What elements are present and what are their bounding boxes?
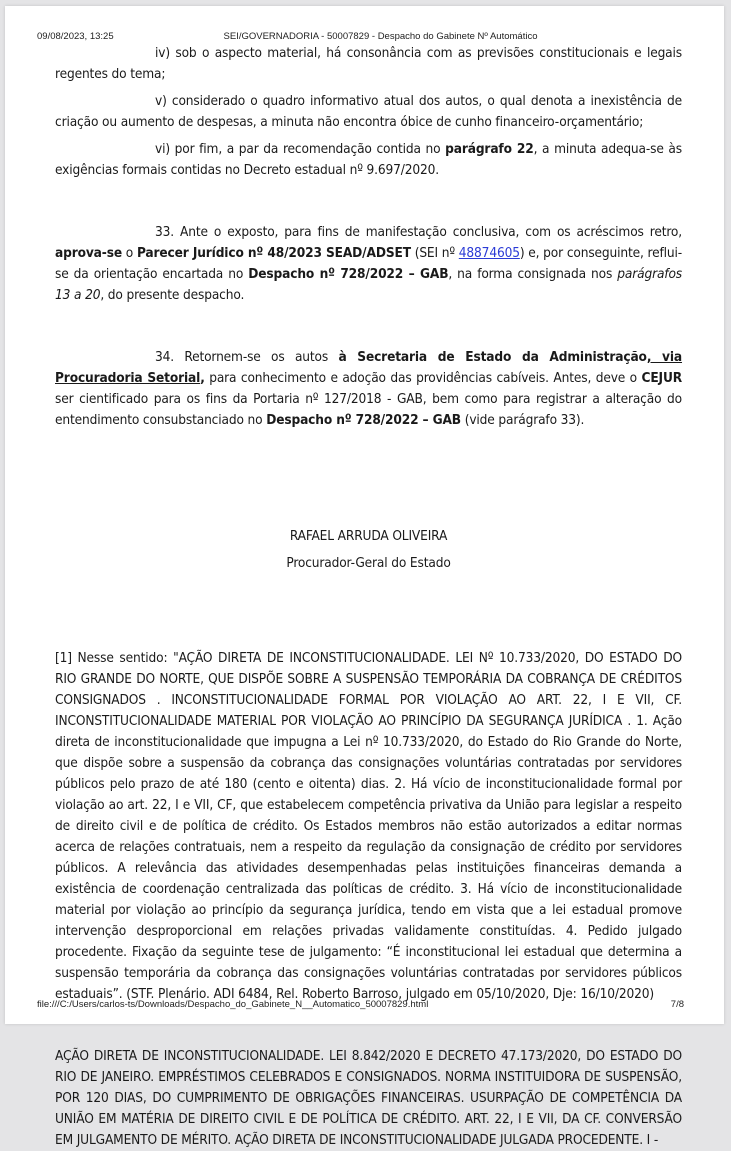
p33-italic: parágrafos 13 a 20 bbox=[55, 266, 682, 303]
paragraph-34 bbox=[55, 347, 682, 431]
p34-bold-comma: , bbox=[200, 370, 205, 386]
p33-bold-despacho: Despacho nº 728/2022 – GAB bbox=[248, 266, 449, 282]
p33-text: o bbox=[121, 245, 137, 261]
page-number: 7/8 bbox=[670, 999, 684, 1010]
paragraph-33 bbox=[55, 222, 682, 306]
file-path: file:///C:/Users/carlos-ts/Downloads/Despacho_do_Gabinete_N__Automatico_50007829.html bbox=[37, 999, 429, 1010]
signature-role: Procurador-Geral do Estado bbox=[286, 555, 451, 571]
p34-bold-underlined: , via Procuradoria Setorial bbox=[55, 349, 683, 386]
item-vi-text-end: , a minuta adequa-se às exigências formais contidas no Decreto estadual nº 9.697/2020. bbox=[55, 141, 682, 178]
signature-name: RAFAEL ARRUDA OLIVEIRA bbox=[289, 528, 448, 544]
footnote-2: AÇÃO DIRETA DE INCONSTITUCIONALIDADE. LEI 8.842/2020 E DECRETO 47.173/2020, DO ESTADO DO RIO DE JANEIRO. EMPRÉSTIMOS CELEBRADOS E CONSIGNADOS. NORMA INSTITUIDORA DE SUSPENSÃO, POR 120 DIAS, DO CUMPRIMENTO DE OBRIGAÇÕES FINANCEIRAS. USURPAÇÃO DE COMPETÊNCIA DA UNIÃO EM MATÉRIA DE DIREITO CIVIL E DE POLÍTICA DE CRÉDITO. ART. 22, I E VII, DA CF. CONVERSÃO EM JULGAMENTO DE MÉRITO. AÇÃO DIRETA DE INCONSTITUCIONALIDADE JULGADA PROCEDENTE. I - bbox=[55, 1048, 682, 1148]
p33-text: , do presente despacho. bbox=[100, 287, 245, 303]
footnote-1: [1] Nesse sentido: "AÇÃO DIRETA DE INCONSTITUCIONALIDADE. LEI Nº 10.733/2020, DO ESTADO DO RIO GRANDE DO NORTE, QUE DISPÕE SOBRE A SUSPENSÃO TEMPORÁRIA DA COBRANÇA DE CRÉDITOS CONSIGNADOS . INCONSTITUCIONALIDADE FORMAL POR VIOLAÇÃO AO ART. 22, I E VII, CF. INCONSTITUCIONALIDADE MATERIAL POR VIOLAÇÃO AO PRINCÍPIO DA SEGURANÇA JURÍDICA . 1. Ação direta de inconstitucionalidade que impugna a Lei nº 10.733/2020, do Estado do Rio Grande do Norte, que dispõe sobre a suspensão da cobrança das consignações voluntárias contratadas por servidores públicos pelo prazo de até 180 (cento e oitenta) dias. 2. Há vício de inconstitucionalidade formal por violação ao art. 22, I e VII, CF, que estabelecem competência privativa da União para legislar a respeito de direito civil e de política de crédito. Os Estados membros não estão autorizados a editar normas acerca de relações contratuais, nem a respeito da regulação da consignação de crédito por servidores públicos. A relevância das atividades desempenhadas pelas instituições financeiras demanda a existência de coordenação centralizada das políticas de crédito. 3. Há vício de inconstitucionalidade material por violação ao princípio da segurança jurídica, tendo em vista que a lei estadual promove intervenção desproporcional em relações privadas validamente constituídas. 4. Pedido julgado procedente. Fixação da seguinte tese de julgamento: “É inconstitucional lei estadual que determina a suspensão temporária da cobrança das consignações voluntárias contratadas por servidores públicos estaduais”. (STF. Plenário. ADI 6484, Rel. Roberto Barroso, julgado em 05/10/2020, Dje: 16/10/2020) bbox=[55, 650, 682, 1002]
p34-bold-cejur: CEJUR bbox=[641, 370, 683, 386]
item-iv: iv) sob o aspecto material, há consonância com as previsões constitucionais e legais regentes do tema; bbox=[55, 45, 682, 82]
document-body bbox=[55, 43, 682, 1151]
item-vi-bold: parágrafo 22 bbox=[445, 141, 534, 157]
item-vi bbox=[55, 139, 682, 181]
p34-bold-despacho: Despacho nº 728/2022 – GAB bbox=[266, 412, 461, 428]
p33-bold-parecer: Parecer Jurídico nº 48/2023 SEAD/ADSET bbox=[136, 245, 411, 261]
p34-text: 34. Retornem-se os autos bbox=[155, 349, 339, 365]
p33-text: (SEI nº bbox=[410, 245, 459, 261]
print-datetime: 09/08/2023, 13:25 bbox=[37, 31, 114, 42]
p34-bold: à Secretaria de Estado da Administração bbox=[338, 349, 647, 365]
item-vi-text: vi) por fim, a par da recomendação contida no bbox=[155, 141, 446, 157]
p33-text: 33. Ante o exposto, para fins de manifestação conclusiva, com os acréscimos retro, bbox=[155, 224, 682, 240]
p33-text: ) e, por conseguinte, reflui-se da orientação encartada no bbox=[55, 245, 683, 282]
p34-text: ser cientificado para os fins da Portaria nº 127/2018 - GAB, bem como para registrar a alteração do entendimento consubstanciado no bbox=[55, 391, 682, 428]
p34-text: (vide parágrafo 33). bbox=[460, 412, 585, 428]
item-v: v) considerado o quadro informativo atual dos autos, o qual denota a inexistência de criação ou aumento de despesas, a minuta não encontra óbice de cunho financeiro-orçamentário; bbox=[55, 93, 682, 130]
print-title: SEI/GOVERNADORIA - 50007829 - Despacho do Gabinete Nº Automático bbox=[223, 31, 538, 42]
p33-text: , na forma consignada nos bbox=[448, 266, 618, 282]
sei-document-link[interactable]: 48874605 bbox=[458, 245, 520, 261]
document-page bbox=[5, 6, 724, 1148]
p33-bold: aprova-se bbox=[55, 245, 122, 261]
p34-text: para conhecimento e adoção das providências cabíveis. Antes, deve o bbox=[204, 370, 642, 386]
